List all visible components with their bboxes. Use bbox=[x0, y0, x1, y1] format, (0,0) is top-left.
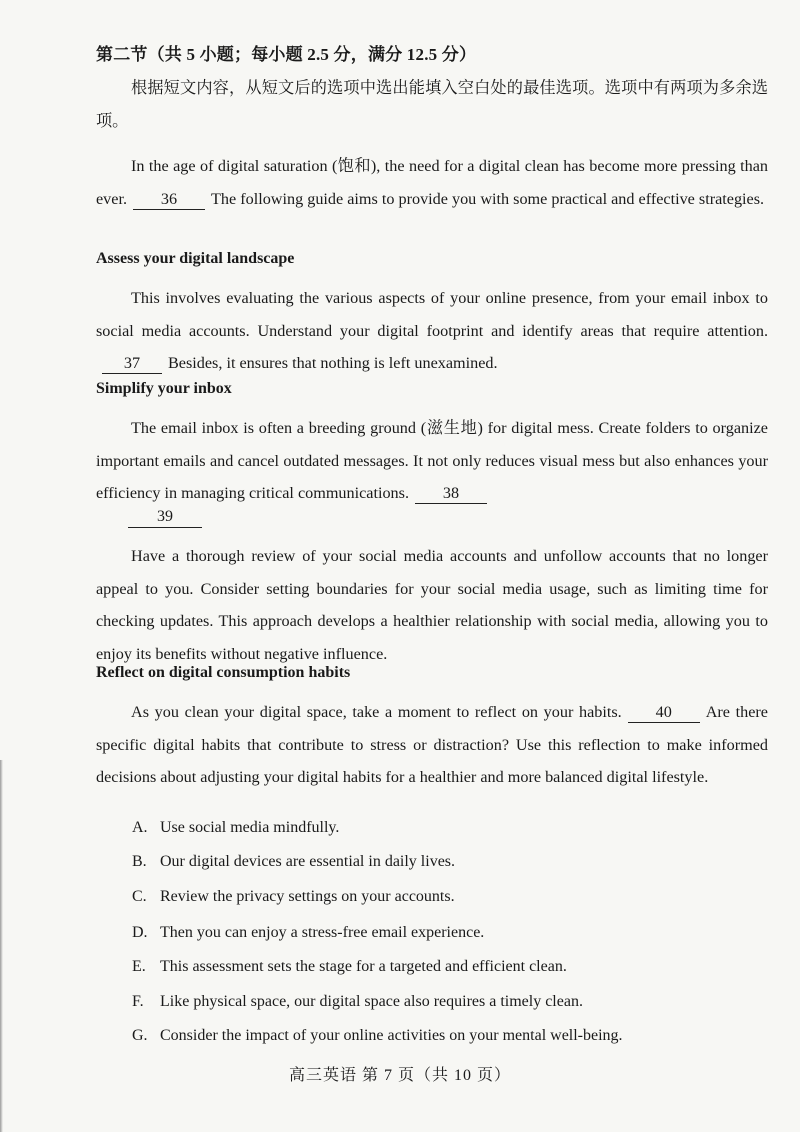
option-f bbox=[132, 991, 583, 1013]
option-text: Consider the impact of your online activities on your mental well-being. bbox=[160, 1027, 623, 1044]
scan-edge-shadow bbox=[0, 760, 3, 1132]
option-text: Review the privacy settings on your accounts. bbox=[160, 888, 455, 905]
instructions: 根据短文内容，从短文后的选项中选出能填入空白处的最佳选项。选项中有两项为多余选项。 bbox=[96, 79, 768, 130]
option-letter: D. bbox=[132, 924, 148, 941]
reflect-text-b: Are there specific digital habits that contribute to stress or distraction? Use this reflection to make informed decisions about adjusting your digital habits for a healthier and more balanced digital lifestyle. bbox=[96, 703, 768, 786]
option-letter: C. bbox=[132, 888, 147, 905]
heading-inbox: Simplify your inbox bbox=[96, 380, 232, 397]
option-a bbox=[132, 817, 339, 839]
inbox-text: The email inbox is often a breeding ground (滋生地) for digital mess. Create folders to organize important emails and cancel outdated messages. It not only reduces visual mess but also enhances your efficiency in managing critical communications. bbox=[96, 419, 768, 502]
option-d bbox=[132, 922, 484, 944]
reflect-text-a: As you clean your digital space, take a moment to reflect on your habits. bbox=[131, 703, 622, 721]
option-c bbox=[132, 886, 455, 908]
option-letter: B. bbox=[132, 853, 147, 870]
heading-reflect: Reflect on digital consumption habits bbox=[96, 664, 351, 681]
blank-39: 39 bbox=[128, 507, 202, 528]
option-text: Like physical space, our digital space also requires a timely clean. bbox=[160, 993, 583, 1010]
option-g bbox=[132, 1025, 623, 1047]
option-letter: E. bbox=[132, 958, 146, 975]
option-letter: G. bbox=[132, 1027, 148, 1044]
paragraph-inbox bbox=[96, 412, 768, 510]
heading-assess: Assess your digital landscape bbox=[96, 250, 295, 267]
option-text: This assessment sets the stage for a targeted and efficient clean. bbox=[160, 958, 567, 975]
blank-40: 40 bbox=[628, 702, 700, 723]
page-footer: 高三英语 第 7 页（共 10 页） bbox=[288, 1067, 511, 1084]
assess-text-b: Besides, it ensures that nothing is left unexamined. bbox=[168, 354, 498, 372]
paragraph-social-media: Have a thorough review of your social media accounts and unfollow accounts that no longer appeal to you. Consider setting boundaries for your social media usage, such as limiting time for checking updates. This approach develops a healthier relationship with social media, allowing you to enjoy its benefits without negative influence. bbox=[96, 547, 768, 663]
intro-paragraph bbox=[96, 150, 768, 215]
blank-37: 37 bbox=[102, 353, 162, 374]
option-text: Our digital devices are essential in daily lives. bbox=[160, 853, 456, 870]
option-text: Use social media mindfully. bbox=[160, 819, 340, 836]
paragraph-assess bbox=[96, 282, 768, 380]
intro-text-b: The following guide aims to provide you with some practical and effective strategies. bbox=[211, 189, 765, 208]
paragraph-reflect bbox=[96, 696, 768, 794]
section-title: 第二节（共 5 小题；每小题 2.5 分，满分 12.5 分） bbox=[96, 45, 477, 64]
assess-text-a: This involves evaluating the various aspects of your online presence, from your email inbox to social media accounts. Understand your digital footprint and identify areas that require attention. bbox=[96, 289, 768, 340]
option-letter: A. bbox=[132, 819, 148, 836]
intro-text-a: In the age of digital saturation (饱和), the need for a digital clean has become more pressing than ever. bbox=[96, 157, 768, 208]
option-b bbox=[132, 851, 455, 873]
option-text: Then you can enjoy a stress-free email experience. bbox=[160, 924, 485, 941]
option-letter: F. bbox=[132, 993, 144, 1010]
blank-36: 36 bbox=[133, 189, 205, 210]
blank-38: 38 bbox=[415, 483, 487, 504]
option-e bbox=[132, 956, 567, 978]
